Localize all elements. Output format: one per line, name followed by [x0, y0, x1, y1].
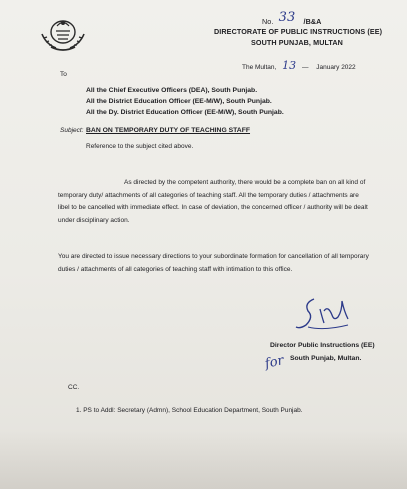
org-name: DIRECTORATE OF PUBLIC INSTRUCTIONS (EE) [214, 27, 383, 36]
date-month-year: January 2022 [316, 64, 356, 71]
paragraph-ban-line: As directed by the competent authority, there would be a complete ban on all kind of [124, 179, 366, 186]
letter-number-handwritten: 33 [278, 10, 296, 25]
signatory-location: South Punjab, Multan. [290, 355, 362, 362]
letter-number-prefix: No. [262, 17, 274, 26]
cc-label: CC. [68, 384, 80, 391]
paragraph-ban-line: temporary duty/ attachments of all categories of teaching staff. All the temporary duties / attachments are [58, 191, 359, 199]
reference-line: Reference to the subject cited above. [86, 143, 194, 150]
subject-label: Subject: [60, 127, 84, 134]
to-label: To [60, 71, 67, 78]
paragraph-directions-line: You are directed to issue necessary directions to your subordinate formation for cancellation of all temporary [58, 253, 369, 260]
punjab-emblem-logo [36, 14, 90, 54]
signature-scribble [294, 293, 356, 335]
page-shadow [0, 429, 407, 489]
date-day-handwritten: 13 [282, 59, 297, 72]
paragraph-directions-line: duties / attachments of all categories of teaching staff with intimation to this office. [58, 265, 293, 273]
org-location: SOUTH PUNJAB, MULTAN [251, 38, 343, 47]
date-dash: — [301, 64, 309, 71]
paragraph-directions [58, 251, 388, 276]
paragraph-ban [58, 177, 384, 228]
letter-number-suffix: /B&A [303, 17, 322, 26]
signature-for-handwritten: for [263, 353, 286, 372]
paragraph-ban-line: libel to be cancelled with immediate effect. In case of deviation, the concerned officer / authority will be dealt [58, 204, 368, 212]
letter-date [242, 60, 356, 72]
to-line-deo: All the District Education Officer (EE-M/W), South Punjab. [86, 98, 272, 105]
paragraph-ban-line: under disciplinary action. [58, 217, 130, 225]
date-prefix: The Multan, [242, 64, 277, 71]
to-line-ceo: All the Chief Executive Officers (DEA), South Punjab. [86, 87, 258, 94]
subject-text: BAN ON TEMPORARY DUTY OF TEACHING STAFF [86, 127, 251, 134]
signatory-title: Director Public Instructions (EE) [270, 342, 375, 349]
cc-item: 1. PS to Addl: Secretary (Admn), School Education Department, South Punjab. [76, 407, 303, 414]
letter-number [262, 10, 322, 27]
to-line-ddeo: All the Dy. District Education Officer (EE-M/W), South Punjab. [86, 109, 284, 116]
